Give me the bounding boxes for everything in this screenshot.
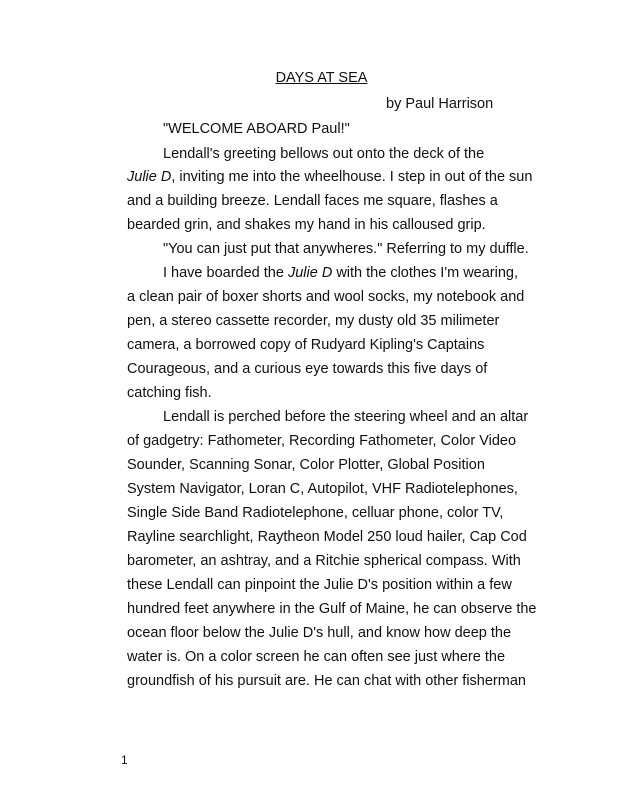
- page-number: 1: [121, 753, 128, 767]
- text-line: hundred feet anywhere in the Gulf of Maine, he can observe the: [127, 601, 537, 617]
- boat-name: Julie D: [287, 265, 333, 281]
- text-line: bearded grin, and shakes my hand in his calloused grip.: [127, 217, 486, 233]
- text-line: these Lendall can pinpoint the Julie D's position within a few: [127, 577, 512, 593]
- text-line: Lendall's greeting bellows out onto the deck of the: [163, 146, 485, 162]
- text-line: System Navigator, Loran C, Autopilot, VHF Radiotelephones,: [127, 481, 518, 497]
- text-line: Courageous, and a curious eye towards this five days of: [127, 361, 488, 377]
- text-line: pen, a stereo cassette recorder, my dusty old 35 milimeter: [127, 313, 500, 329]
- document-title: DAYS AT SEA: [275, 70, 368, 86]
- text-line: catching fish.: [127, 385, 212, 401]
- text-line: Rayline searchlight, Raytheon Model 250 loud hailer, Cap Cod: [127, 529, 527, 545]
- text-line: of gadgetry: Fathometer, Recording Fathometer, Color Video: [127, 433, 517, 449]
- text-line: a clean pair of boxer shorts and wool socks, my notebook and: [127, 289, 525, 305]
- text-line: Lendall is perched before the steering wheel and an altar: [163, 409, 529, 425]
- byline: by Paul Harrison: [386, 96, 494, 112]
- text-line: Julie D, inviting me into the wheelhouse. I step in out of the sun: [127, 169, 533, 185]
- text-line: groundfish of his pursuit are. He can chat with other fisherman: [127, 673, 526, 689]
- text-line: "You can just put that anywheres." Referring to my duffle.: [163, 241, 529, 257]
- text-line: I have boarded the Julie D with the clothes I'm wearing,: [163, 265, 519, 281]
- text-line: camera, a borrowed copy of Rudyard Kipling's Captains: [127, 337, 485, 353]
- text-line: and a building breeze. Lendall faces me square, flashes a: [127, 193, 498, 209]
- boat-name: Julie D: [127, 169, 172, 185]
- text-line: ocean floor below the Julie D's hull, and know how deep the: [127, 625, 512, 641]
- text-line: "WELCOME ABOARD Paul!": [163, 121, 350, 137]
- text-line: water is. On a color screen he can often see just where the: [127, 649, 506, 665]
- text-line: Single Side Band Radiotelephone, celluar phone, color TV,: [127, 505, 504, 521]
- text-line: Sounder, Scanning Sonar, Color Plotter, Global Position: [127, 457, 485, 473]
- text-line: barometer, an ashtray, and a Ritchie spherical compass. With: [127, 553, 521, 569]
